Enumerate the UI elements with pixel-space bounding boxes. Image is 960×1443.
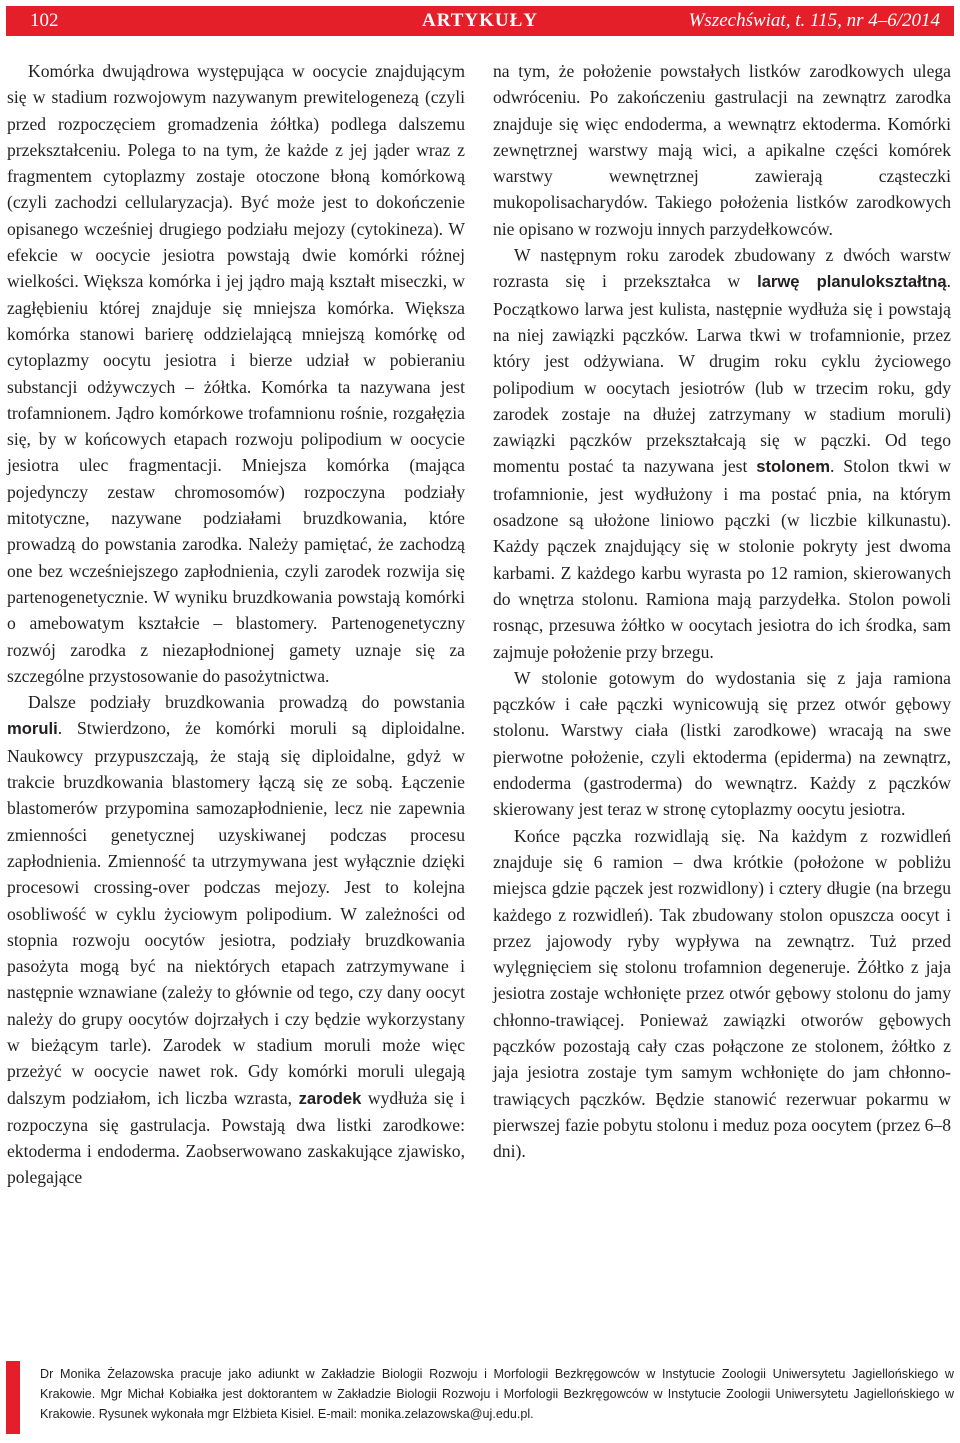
paragraph-text: . Stwierdzono, że komórki moruli są diploidalne. Naukowcy przypuszczają, że stają się diploidalne, gdyż w trakcie bruzdkowania blastomery łączą się ze sobą. Łączenie blastomerów przypomina samozapłodnienie, lecz nie zapewnia zmienności genetycznej uzyskiwanej podczas procesu zapłodnienia. Zmienność ta utrzymywana jest wyłącznie dzięki procesowi crossing-over podczas mejozy. Jest to kolejna osobliwość w cyklu życiowym polipodium. W zależności od stopnia rozwoju oocytów jesiotra, podziały bruzdkowania pasożyta mogą być na niektórych etapach zatrzymywane i następnie wznawiane (zależy to głównie od tego, czy dany oocyt należy do grupy oocytów dojrzałych i czy będzie wykorzystany w bieżącym tarle). Zarodek w stadium moruli może więc przeżyć w oocycie nawet rok. Gdy komórki moruli ulegają dalszym podziałom, ich liczba wzrasta, xyxy=(7,718,465,1108)
term-bold: moruli xyxy=(7,719,58,739)
paragraph: na tym, że położenie powstałych listków zarodkowych ulega odwróceniu. Po zakończeniu gastrulacji na zewnątrz zarodka znajduje się więc endoderma, a wewnątrz ektoderma. Komórki zewnętrznej warstwy mają wici, a apikalne części komórek warstwy wewnętrznej zawierają cząsteczki mukopolisacharydów. Takiego położenia listków zarodkowych nie opisano w rozwoju innych parzydełkowców. xyxy=(493,61,951,239)
page-header xyxy=(6,6,954,36)
journal-citation: Wszechświat, t. 115, nr 4–6/2014 xyxy=(688,10,940,31)
page-number: 102 xyxy=(30,10,59,31)
term-bold: larwę planulokształtną xyxy=(757,272,947,292)
paragraph-text: Dalsze podziały bruzdkowania prowadzą do powstania xyxy=(28,692,465,713)
paragraph: Komórka dwujądrowa występująca w oocycie znajdującym się w stadium rozwojowym nazywanym prewitelogenezą (czyli przed rozpoczęciem gromadzenia żółtka) podlega dalszemu przekształceniu. Polega to na tym, że każde z jej jąder wraz z fragmentem cytoplazmy zostaje otoczone błoną komórkową (czyli zachodzi cellularyzacja). Być może jest to dokończenie opisanego wcześniej drugiego podziału mejozy (cytokineza). W efekcie w oocycie jesiotra powstają dwie komórki różnej wielkości. Większa komórka i jej jądro mają kształt miseczki, w zagłębieniu której znajduje się mniejsza komórka. Większa komórka stanowi barierę oddzielającą mniejszą komórkę od cytoplazmy oocytu jesiotra i bierze udział w pobieraniu substancji odżywczych – żółtka. Komórka ta nazywana jest trofamnionem. Jądro komórkowe trofamnionu rośnie, rozgałęzia się, by w końcowych etapach rozwoju polipodium w oocycie jesiotra ulec fragmentacji. Mniejsza komórka (mająca pojedynczy zestaw chromosomów) rozpoczyna podziały mitotyczne, nazywane podziałami bruzdkowania, które prowadzą do powstania zarodka. Należy pamiętać, że zachodzą one bez wcześniejszego zapłodnienia, czyli zarodek rozwija się partenogenetycznie. W wyniku bruzdkowania powstają komórki o amebowatym kształcie – blastomery. Partenogenetyczny rozwój zarodka z niezapłodnionej gamety uznaje się za szczególne przystosowanie do pasożytnictwa. xyxy=(7,61,465,686)
author-footer xyxy=(0,1356,960,1440)
section-title: ARTYKUŁY xyxy=(421,10,539,31)
paragraph-text: . Stolon tkwi w trofamnionie, jest wydłużony i ma postać pnia, na którym osadzone są ułożone liniowo pączki (w liczbie kilkunastu). Każdy pączek znajdujący się w stolonie pokryty jest dwoma karbami. Z każdego karbu wyrasta po 12 ramion, skierowanych do wnętrza stolonu. Ramiona mają parzydełka. Stolon powoli rosnąc, przesuwa żółtko w oocytach jesiotra do ich środka, sam zajmuje położenie przy brzegu. xyxy=(493,456,952,662)
author-bio: Dr Monika Żelazowska pracuje jako adiunkt w Zakładzie Biologii Rozwoju i Morfologii Bezkręgowców w Instytucie Zoologii Uniwersytetu Jagiellońskiego w Krakowie. Mgr Michał Kobiałka jest doktorantem w Zakładzie Biologii Rozwoju i Morfologii Bezkręgowców w Instytucie Zoologii Uniwersytetu Jagiellońskiego w Krakowie. Rysunek wykonała mgr Elżbieta Kisiel. E-mail: monika.zelazowska@uj.edu.pl. xyxy=(40,1367,954,1421)
right-column xyxy=(493,58,951,1164)
footer-accent-bar xyxy=(6,1361,20,1434)
term-bold: stolonem xyxy=(756,457,831,477)
paragraph-text: W następnym roku zarodek zbudowany z dwóch warstw rozrasta się i przekształca w xyxy=(493,245,951,292)
paragraph xyxy=(493,242,951,665)
paragraph: W stolonie gotowym do wydostania się z jaja ramiona pączków i całe pączki wynicowują się przez otwór gębowy stolonu. Warstwy ciała (listki zarodkowe) wracają na swe pierwotne położenie, czyli ektoderma (epiderma) na zewnątrz, endoderma (gastroderma) do wewnątrz. Każdy z pączków skierowany jest teraz w stronę cytoplazmy oocytu jesiotra. xyxy=(493,667,951,820)
paragraph-text: . Początkowo larwa jest kulista, następnie wydłuża się i powstają na niej zawiązki pączków. Larwa tkwi w trofamnionie, przez który jest odżywiana. W drugim roku cyklu życiowego polipodium w oocytach jesiotrów (lub w trzecim roku, gdy zarodek zostaje na dłużej zatrzymany w stadium moruli) zawiązki pączków przekształcają się w pączki. Od tego momentu postać ta nazywana jest xyxy=(493,271,951,477)
paragraph: Końce pączka rozwidlają się. Na każdym z rozwidleń znajduje się 6 ramion – dwa krótkie (położone w pobliżu miejsca gdzie pączek jest rozwidlony) i cztery długie (na brzegu każdego z rozwidleń). Tak zbudowany stolon opuszcza oocyt i przez jajowody ryby wypływa na zewnątrz. Tuż przed wylęgnięciem się stolonu trofamnion degeneruje. Żółtko z jaja jesiotra zostaje wchłonięte przez otwór gębowy stolonu do jamy chłonno-trawiącej. Ponieważ zawiązki otworów gębowych pączków pozostają cały czas połączone ze stolonem, żółtko z jaja jesiotra zostaje tym samym wchłonięte do jam chłonno-trawiących pączków. Będzie stanowić rezerwuar pokarmu w pierwszej fazie pobytu stolonu i meduz poza oocytem (przez 6–8 dni). xyxy=(493,825,951,1162)
left-column xyxy=(7,58,465,1191)
term-bold: zarodek xyxy=(298,1088,362,1108)
paragraph-text: wydłuża się i rozpoczyna się gastrulacja. Powstają dwa listki zarodkowe: ektoderma i endoderma. Zaobserwowano zaskakujące zjawisko, polegające xyxy=(7,1087,465,1188)
paragraph xyxy=(7,689,465,1191)
